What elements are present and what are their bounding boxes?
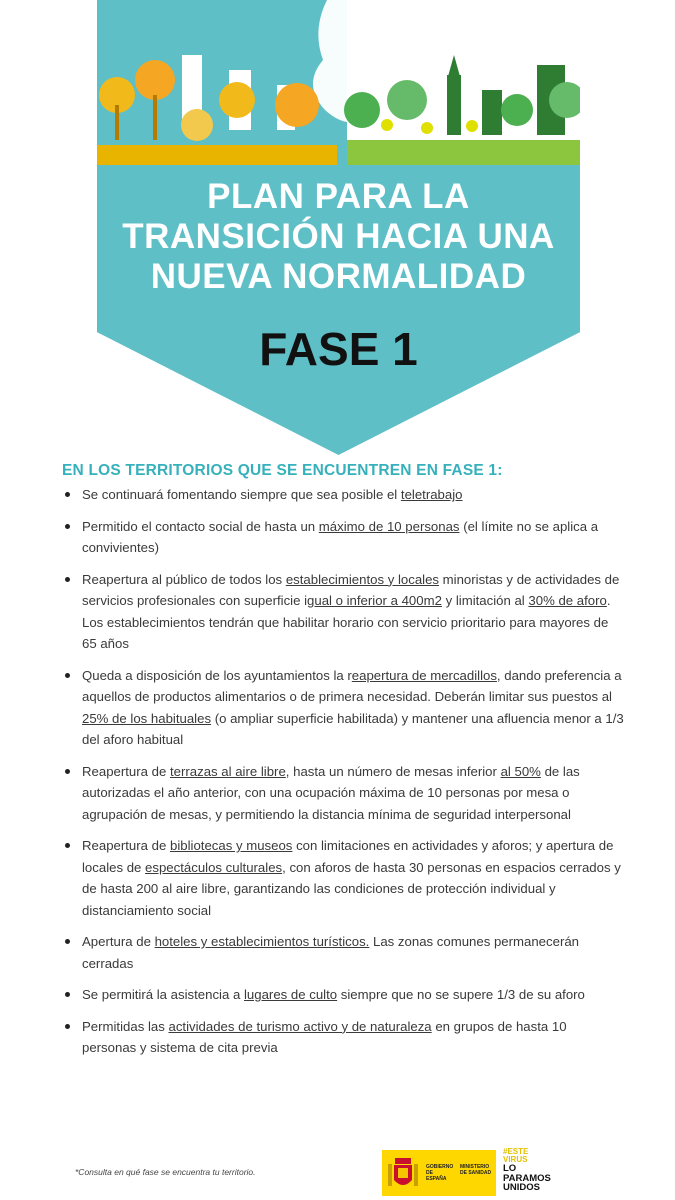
item-text: (el límite no se aplica a convivientes) (82, 518, 599, 555)
list-item (64, 569, 624, 655)
item-text: , con aforos de hasta 30 personas en espacios cerrados y de hasta 200 al aire libre, garantizando las condiciones de protección individual y distanciamiento social (82, 859, 621, 918)
highlighted-text: terrazas al aire libre (169, 763, 286, 779)
list-item (64, 484, 624, 506)
highlighted-text: actividades de turismo activo y de naturaleza (168, 1018, 432, 1034)
highlighted-text: hoteles y establecimientos turísticos. (154, 934, 370, 949)
phase-label: FASE 1 (259, 323, 418, 375)
highlighted-text: bibliotecas y museos (169, 838, 293, 853)
item-text: Las zonas comunes permanecerán cerradas (82, 934, 579, 971)
item-text: en grupos de hasta 10 personas y sistema de cita previa (82, 1018, 567, 1055)
highlighted-text: máximo de 10 personas (318, 518, 460, 534)
item-text: Apertura de (82, 934, 155, 949)
list-item (64, 1016, 624, 1059)
item-text: Permitidas las (82, 1018, 169, 1034)
list-item (64, 835, 624, 921)
footnote: *Consulta en qué fase se encuentra tu territorio. (75, 1167, 256, 1177)
list-item (64, 931, 624, 974)
highlighted-text: espectáculos culturales (145, 859, 283, 875)
item-text: , hasta un número de mesas inferior (285, 763, 501, 779)
highlighted-text: gual o inferior a 400m2 (307, 593, 442, 608)
item-text: Queda a disposición de los ayuntamientos la r (82, 667, 352, 683)
government-label: GOBIERNO DE ESPAÑA (426, 1164, 454, 1182)
highlighted-text: teletrabajo (400, 487, 463, 502)
item-text: Reapertura de (82, 763, 170, 779)
item-text: Reapertura al público de todos los (82, 571, 286, 587)
list-item (64, 665, 624, 751)
title-line: TRANSICIÓN HACIA UNA (122, 217, 555, 256)
campaign-tag: #ESTE (503, 1147, 529, 1156)
section-heading: EN LOS TERRITORIOS QUE SE ENCUENTREN EN FASE 1: (62, 462, 503, 479)
highlighted-text: al 50% (500, 763, 541, 779)
item-text: siempre que no se supere 1/3 de su aforo (337, 987, 585, 1002)
item-text: , dando preferencia a aquellos de productos alimentarios o de primera necesidad. Deberán limitar sus puestos al (82, 667, 622, 704)
city-nature-illustration (97, 0, 580, 165)
highlighted-text: 30% de aforo (528, 593, 607, 608)
item-text: y limitación al (441, 593, 529, 608)
ministry-label: MINISTERIO DE SANIDAD (460, 1164, 492, 1176)
highlighted-text: 25% de los habituales (82, 710, 212, 726)
campaign-slogan: LO (503, 1163, 517, 1174)
measures-list (64, 484, 624, 1069)
item-text: Se permitirá la asistencia a (82, 987, 244, 1002)
highlighted-text: eapertura de mercadillos (351, 667, 497, 683)
campaign-tag: VIRUS (503, 1155, 528, 1164)
item-text: de las autorizadas el año anterior, con una ocupación máxima de 10 personas por mesa o agrupación de mesas, y permitiendo la distancia mínima de seguridad interpersonal (82, 763, 580, 822)
item-text: minoristas y de actividades de servicios profesionales con superficie i (82, 571, 620, 608)
item-text: con limitaciones en actividades y aforos; y apertura de locales de (82, 838, 614, 875)
item-text: (o ampliar superficie habilitada) y mantener una afluencia menor a 1/3 del aforo habitual (82, 710, 624, 747)
coat-of-arms-icon (386, 1154, 420, 1192)
item-text: . Los establecimientos tendrán que habilitar horario con servicio prioritario para mayores de 65 años (82, 593, 611, 651)
list-item (64, 761, 624, 826)
campaign-slogan: UNIDOS (503, 1182, 540, 1193)
campaign-logo (503, 1148, 573, 1196)
title-line: NUEVA NORMALIDAD (150, 257, 527, 296)
government-logo (382, 1150, 496, 1196)
highlighted-text: establecimientos y locales (285, 571, 440, 587)
list-item (64, 516, 624, 559)
page-title (97, 177, 580, 297)
campaign-slogan: PARAMOS (503, 1172, 551, 1184)
item-text: Se continuará fomentando siempre que sea posible el (82, 487, 401, 502)
list-item (64, 984, 624, 1006)
item-text: Reapertura de (82, 838, 170, 853)
item-text: Permitido el contacto social de hasta un (82, 518, 319, 534)
title-line: PLAN PARA LA (207, 177, 470, 216)
highlighted-text: lugares de culto (244, 987, 338, 1002)
